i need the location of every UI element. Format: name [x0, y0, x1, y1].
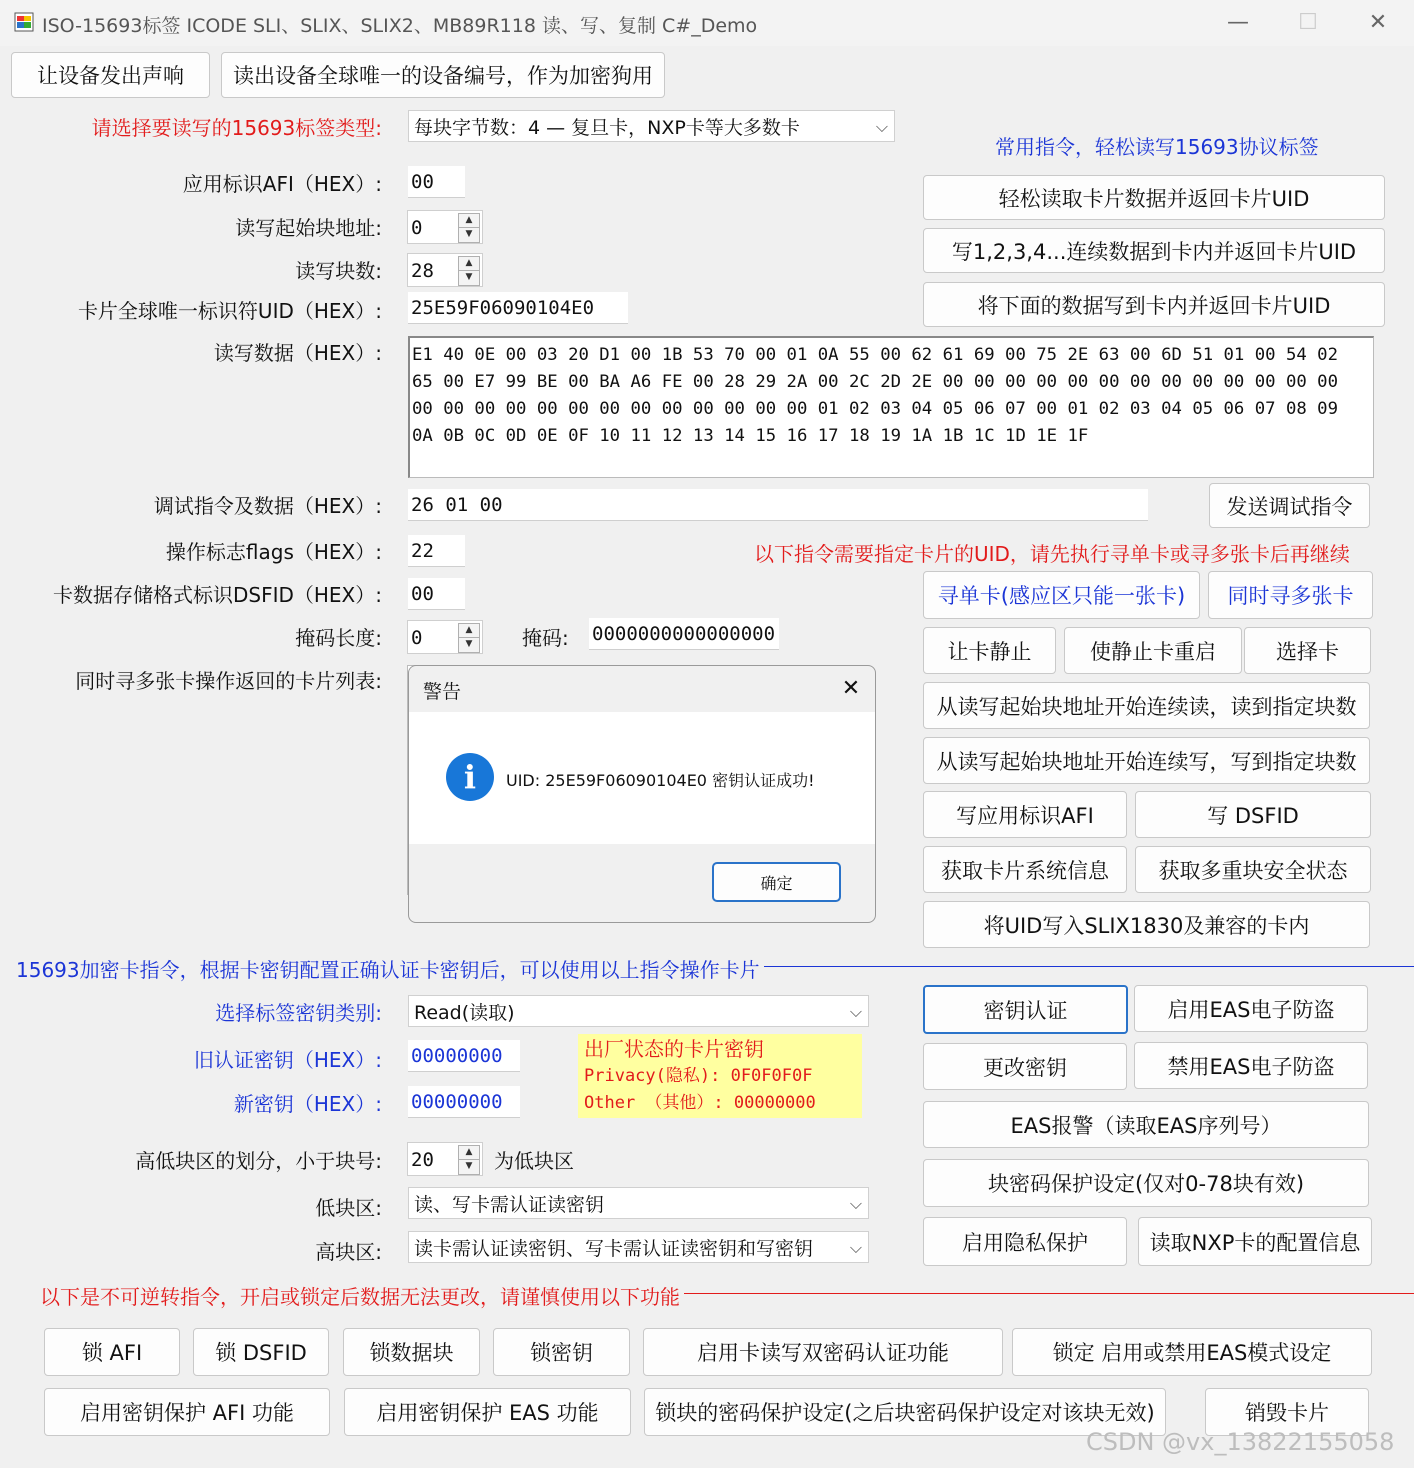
- find-single-button[interactable]: 寻单卡(感应区只能一张卡): [923, 571, 1200, 619]
- chevron-down-icon: ⌵: [849, 1194, 862, 1213]
- send-debug-button[interactable]: 发送调试指令: [1209, 483, 1370, 528]
- title-bar: [0, 0, 1414, 46]
- block-count-stepper[interactable]: [407, 253, 483, 287]
- write-seq-button[interactable]: 写1,2,3,4...连续数据到卡内并返回卡片UID: [923, 228, 1385, 273]
- old-key-input[interactable]: 00000000: [408, 1040, 520, 1072]
- write-uid-button[interactable]: 将UID写入SLIX1830及兼容的卡内: [923, 901, 1370, 948]
- lock-eas-mode-button[interactable]: 锁定 启用或禁用EAS模式设定: [1012, 1328, 1372, 1376]
- uid-notice-label: 以下指令需要指定卡片的UID，请先执行寻单卡或寻多张卡后再继续: [754, 542, 1350, 566]
- warning-dialog: [408, 665, 876, 923]
- factory-key-note: [578, 1034, 862, 1118]
- old-key-label: 旧认证密钥（HEX）:: [193, 1048, 382, 1072]
- dsfid-label: 卡数据存储格式标识DSFID（HEX）:: [52, 583, 382, 607]
- mask-input[interactable]: 0000000000000000: [589, 618, 779, 650]
- block-count-label: 读写块数:: [295, 259, 382, 283]
- flags-label: 操作标志flags（HEX）:: [165, 540, 382, 564]
- tag-type-select[interactable]: [408, 110, 895, 142]
- chevron-down-icon: ⌵: [849, 1002, 862, 1021]
- dialog-title: 警告: [423, 681, 462, 703]
- lock-block-pwd-button[interactable]: 锁块的密码保护设定(之后块密码保护设定对该块无效): [644, 1388, 1166, 1436]
- lock-afi-button[interactable]: 锁 AFI: [44, 1328, 180, 1376]
- dsfid-input[interactable]: 00: [408, 578, 465, 610]
- stepper-down-icon[interactable]: ▼: [458, 270, 480, 286]
- dual-pwd-button[interactable]: 启用卡读写双密码认证功能: [643, 1328, 1003, 1376]
- find-multi-button[interactable]: 同时寻多张卡: [1208, 571, 1373, 619]
- csdn-watermark: CSDN @vx_13822155058: [1086, 1428, 1395, 1456]
- debug-cmd-label: 调试指令及数据（HEX）:: [153, 494, 382, 518]
- high-area-label: 高块区:: [315, 1240, 382, 1264]
- stepper-up-icon[interactable]: ▲: [458, 256, 480, 272]
- read-nxp-config-button[interactable]: 读取NXP卡的配置信息: [1138, 1217, 1372, 1266]
- uid-input[interactable]: 25E59F06090104E0: [408, 292, 628, 324]
- common-cmds-label: 常用指令，轻松读写15693协议标签: [995, 135, 1319, 159]
- app-icon: [14, 12, 34, 32]
- key-type-select[interactable]: [408, 995, 869, 1027]
- read-device-id-button[interactable]: 读出设备全球唯一的设备编号，作为加密狗用: [221, 52, 665, 98]
- multi-list-label: 同时寻多张卡操作返回的卡片列表:: [75, 669, 382, 693]
- key-type-value: Read(读取): [414, 1001, 515, 1024]
- start-block-label: 读写起始块地址:: [235, 216, 382, 240]
- factory-note-other: Other （其他）: 00000000: [584, 1093, 816, 1113]
- close-window-button[interactable]: ✕: [1368, 10, 1388, 35]
- eas-disable-button[interactable]: 禁用EAS电子防盗: [1134, 1042, 1368, 1089]
- rw-data-textarea[interactable]: E1 40 0E 00 03 20 D1 00 1B 53 70 00 01 0A 55 00 62 61 69 00 75 2E 63 00 6D 51 01 00 54 02 65 00 E7 99 BE 00 BA A6 FE 00 28 29 2A 00 2C 2D 2E 00 00 00 00 00 00 00 00 00 00 00 00 00 00 00 00 00 00 00 00 00 00 00 00 00 00 01 02 03 04 05 06 07 00 01 02 03 04 05 06 07 08 09 0A 0B 0C 0D 0E 0F 10 11 12 13 14 15 16 17 18 19 1A 1B 1C 1D 1E 1F: [408, 336, 1374, 478]
- quiet-button[interactable]: 让卡静止: [923, 627, 1056, 674]
- low-area-label: 低块区:: [315, 1196, 382, 1220]
- stepper-up-icon[interactable]: ▲: [458, 1145, 480, 1161]
- block-pwd-button[interactable]: 块密码保护设定(仅对0-78块有效): [923, 1159, 1369, 1207]
- irreversible-label: 以下是不可逆转指令，开启或锁定后数据无法更改，请谨慎使用以下功能: [40, 1281, 684, 1310]
- write-dsfid-button[interactable]: 写 DSFID: [1135, 791, 1371, 838]
- high-area-value: 读卡需认证读密钥、写卡需认证读密钥和写密钥: [414, 1237, 814, 1260]
- rw-data-label: 读写数据（HEX）:: [213, 341, 382, 365]
- window-title: ISO-15693标签 ICODE SLI、SLIX、SLIX2、MB89R118 读、写、复制 C#_Demo: [42, 15, 758, 37]
- new-key-label: 新密钥（HEX）:: [233, 1092, 382, 1116]
- mask-label: 掩码:: [522, 626, 569, 650]
- write-cont-button[interactable]: 从读写起始块地址开始连续写，写到指定块数: [923, 737, 1370, 784]
- chevron-down-icon: ⌵: [875, 117, 888, 136]
- dialog-close-icon[interactable]: ✕: [841, 676, 861, 701]
- stepper-up-icon[interactable]: ▲: [458, 213, 480, 229]
- write-afi-button[interactable]: 写应用标识AFI: [923, 791, 1127, 838]
- lock-key-button[interactable]: 锁密钥: [493, 1328, 630, 1376]
- mask-len-value: 0: [411, 627, 423, 649]
- factory-note-privacy: Privacy(隐私): 0F0F0F0F: [584, 1066, 813, 1086]
- new-key-input[interactable]: 00000000: [408, 1086, 520, 1118]
- eas-alarm-button[interactable]: EAS报警（读取EAS序列号）: [923, 1101, 1369, 1148]
- privacy-enable-button[interactable]: 启用隐私保护: [923, 1217, 1127, 1266]
- sys-info-button[interactable]: 获取卡片系统信息: [923, 846, 1127, 893]
- block-split-stepper[interactable]: [407, 1142, 483, 1176]
- stepper-up-icon[interactable]: ▲: [458, 623, 480, 639]
- stepper-down-icon[interactable]: ▼: [458, 1159, 480, 1175]
- mask-len-label: 掩码长度:: [295, 626, 382, 650]
- flags-input[interactable]: 22: [408, 535, 465, 567]
- lock-dsfid-button[interactable]: 锁 DSFID: [193, 1328, 329, 1376]
- debug-cmd-input[interactable]: 26 01 00: [408, 489, 1148, 521]
- dialog-body: [409, 712, 875, 844]
- mask-len-stepper[interactable]: [407, 620, 483, 654]
- stepper-down-icon[interactable]: ▼: [458, 637, 480, 653]
- write-below-button[interactable]: 将下面的数据写到卡内并返回卡片UID: [923, 282, 1385, 327]
- stepper-down-icon[interactable]: ▼: [458, 227, 480, 243]
- dialog-message: UID: 25E59F06090104E0 密钥认证成功!: [506, 771, 815, 790]
- block-split-value: 20: [411, 1149, 434, 1171]
- low-area-value: 读、写卡需认证读密钥: [414, 1193, 605, 1216]
- tag-type-label: 请选择要读写的15693标签类型:: [91, 116, 382, 140]
- key-auth-button[interactable]: 密钥认证: [923, 985, 1128, 1034]
- dialog-ok-button[interactable]: 确定: [712, 862, 841, 902]
- factory-note-title: 出厂状态的卡片密钥: [584, 1037, 764, 1061]
- crypto-section-label: 15693加密卡指令，根据卡密钥配置正确认证卡密钥后，可以使用以上指令操作卡片: [16, 954, 764, 983]
- read-cont-button[interactable]: 从读写起始块地址开始连续读，读到指定块数: [923, 682, 1370, 729]
- afi-label: 应用标识AFI（HEX）:: [182, 172, 382, 196]
- start-block-stepper[interactable]: [407, 210, 483, 244]
- key-protect-afi-button[interactable]: 启用密钥保护 AFI 功能: [44, 1388, 330, 1436]
- multi-sec-button[interactable]: 获取多重块安全状态: [1135, 846, 1371, 893]
- key-type-label: 选择标签密钥类别:: [215, 1001, 382, 1025]
- start-block-value: 0: [411, 217, 423, 239]
- block-split-label: 高低块区的划分，小于块号:: [135, 1149, 382, 1173]
- minimize-button[interactable]: —: [1227, 10, 1249, 35]
- info-icon: i: [446, 753, 494, 801]
- eas-enable-button[interactable]: 启用EAS电子防盗: [1134, 985, 1368, 1032]
- maximize-button[interactable]: ☐: [1298, 10, 1318, 35]
- select-card-button[interactable]: 选择卡: [1244, 627, 1371, 674]
- afi-input[interactable]: 00: [408, 166, 465, 198]
- change-key-button[interactable]: 更改密钥: [923, 1043, 1127, 1090]
- low-area-select[interactable]: [408, 1187, 869, 1219]
- destroy-card-button[interactable]: 销毁卡片: [1205, 1388, 1369, 1436]
- beep-button[interactable]: 让设备发出声响: [11, 52, 210, 98]
- high-area-select[interactable]: [408, 1231, 869, 1263]
- uid-label: 卡片全球唯一标识符UID（HEX）:: [77, 299, 382, 323]
- key-protect-eas-button[interactable]: 启用密钥保护 EAS 功能: [344, 1388, 631, 1436]
- lock-block-button[interactable]: 锁数据块: [343, 1328, 480, 1376]
- block-count-value: 28: [411, 260, 434, 282]
- easy-read-button[interactable]: 轻松读取卡片数据并返回卡片UID: [923, 175, 1385, 220]
- chevron-down-icon: ⌵: [849, 1238, 862, 1257]
- reset-quiet-button[interactable]: 使静止卡重启: [1064, 627, 1242, 674]
- tag-type-value: 每块字节数：4 — 复旦卡，NXP卡等大多数卡: [414, 116, 800, 139]
- low-suffix-label: 为低块区: [494, 1149, 574, 1173]
